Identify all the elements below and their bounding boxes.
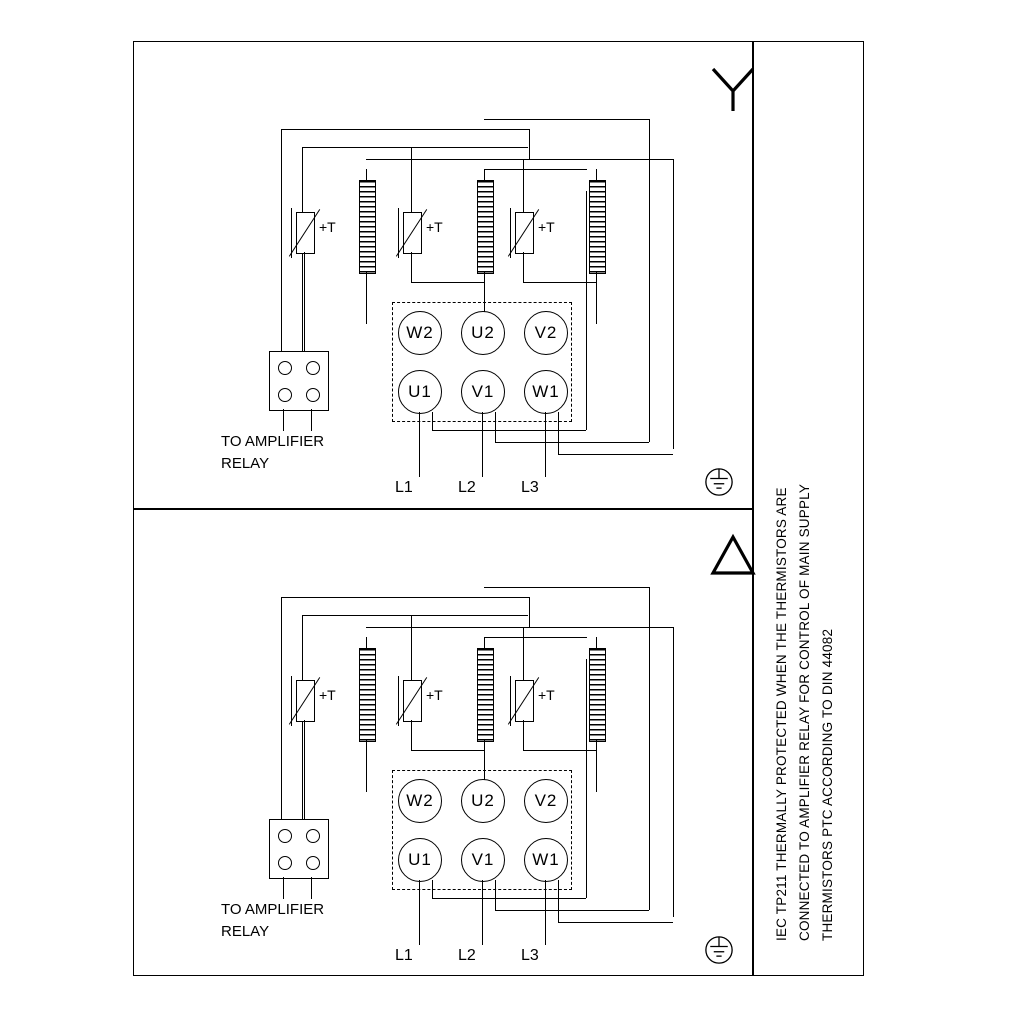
bus-top-1-left-drop [281, 597, 282, 825]
terminal-u1[interactable]: U1 [398, 370, 442, 414]
terminal-v2[interactable]: V2 [524, 311, 568, 355]
earth-ground-icon [698, 461, 740, 503]
coil2-top-lead [484, 169, 485, 181]
thermistor-1-bottom-lead [304, 720, 305, 825]
supply-l3-line [545, 412, 546, 477]
thermistor-2-bottom-lead [411, 720, 412, 750]
bus-top-1-right-drop [529, 129, 530, 159]
winding-coil-1 [359, 648, 376, 742]
link-b-right [649, 119, 650, 442]
supply-label-l3: L3 [521, 479, 539, 496]
link-b-top [484, 119, 650, 120]
note-line-1: IEC TP211 THERMALLY PROTECTED WHEN THE THERMISTORS ARE [774, 487, 789, 941]
link-b-top [484, 587, 650, 588]
bus-top-1 [281, 597, 530, 598]
note-line-2: CONNECTED TO AMPLIFIER RELAY FOR CONTROL OF MAIN SUPPLY [797, 483, 812, 941]
supply-label-l1: L1 [395, 479, 413, 496]
thermistor-1-label: +T [319, 219, 336, 235]
notes-column [752, 41, 864, 976]
connector-dot-2 [306, 361, 320, 375]
winding-coil-3 [589, 180, 606, 274]
terminal-v1[interactable]: V1 [461, 838, 505, 882]
thermistor-3-bottom-lead [523, 720, 524, 750]
bus-top-3-right-drop [673, 159, 674, 449]
link-b-v [495, 880, 496, 910]
terminal-w1[interactable]: W1 [524, 370, 568, 414]
terminal-v1[interactable]: V1 [461, 370, 505, 414]
bus-top-4 [484, 637, 587, 638]
connector-lead-1 [283, 409, 284, 431]
supply-l3-line [545, 880, 546, 945]
coil1-top-lead [366, 637, 367, 649]
coil3-top-lead [596, 169, 597, 181]
note-line-3: THERMISTORS PTC ACCORDING TO DIN 44082 [820, 628, 835, 941]
thermistor-3-label: +T [538, 219, 555, 235]
thermistor-2-bottom-bus [411, 750, 485, 751]
terminal-u2[interactable]: U2 [461, 779, 505, 823]
link-a-right [586, 659, 587, 898]
terminal-w1[interactable]: W1 [524, 838, 568, 882]
link-c-h [558, 454, 673, 455]
link-c-h [558, 922, 673, 923]
connector-dot-2 [306, 829, 320, 843]
winding-coil-3 [589, 648, 606, 742]
thermistor-3-top-lead [523, 159, 524, 212]
link-b-h [495, 910, 649, 911]
bus-top-1 [281, 129, 530, 130]
amplifier-connector-block [269, 819, 329, 879]
supply-l2-line [482, 412, 483, 477]
thermistor-1-label: +T [319, 687, 336, 703]
bus-top-2 [302, 147, 528, 148]
link-a-h [432, 898, 586, 899]
supply-label-l2: L2 [458, 479, 476, 496]
coil1-top-lead [366, 169, 367, 181]
link-b-v [495, 412, 496, 442]
connector-dot-1 [278, 361, 292, 375]
supply-l1-line [419, 412, 420, 477]
connector-dot-3 [278, 388, 292, 402]
bus-top-1-left-drop [281, 129, 282, 357]
bus-top-1-right-drop [529, 597, 530, 627]
connector-lead-2 [311, 877, 312, 899]
supply-label-l2: L2 [458, 947, 476, 964]
thermistor-2-label: +T [426, 219, 443, 235]
amplifier-label-line2: RELAY [221, 455, 270, 472]
star-connection-panel [133, 41, 752, 508]
coil3-bottom-lead [596, 740, 597, 792]
terminal-w2[interactable]: W2 [398, 311, 442, 355]
link-c-v [558, 880, 559, 922]
supply-l2-line [482, 880, 483, 945]
terminal-u2[interactable]: U2 [461, 311, 505, 355]
thermistor-3-top-lead [523, 627, 524, 680]
thermistor-3-bottom-lead [523, 252, 524, 282]
connector-lead-2 [311, 409, 312, 431]
amplifier-connector-block [269, 351, 329, 411]
coil3-bottom-lead [596, 272, 597, 324]
coil2-top-lead [484, 637, 485, 649]
link-b-h [495, 442, 649, 443]
earth-ground-icon [698, 929, 740, 971]
thermistor-3-label: +T [538, 687, 555, 703]
amplifier-label-line1: TO AMPLIFIER [221, 901, 325, 918]
terminal-u1[interactable]: U1 [398, 838, 442, 882]
delta-connection-panel [133, 509, 752, 976]
link-a-right [586, 191, 587, 430]
terminal-v2[interactable]: V2 [524, 779, 568, 823]
thermistor-1-bottom-lead [304, 252, 305, 357]
thermistor-2-bottom-lead [411, 252, 412, 282]
link-b-right [649, 587, 650, 910]
connector-dot-1 [278, 829, 292, 843]
thermistor-2-top-lead [411, 615, 412, 680]
connector-lead-1 [283, 877, 284, 899]
link-c-v [558, 412, 559, 454]
link-a-v [432, 412, 433, 430]
supply-label-l3: L3 [521, 947, 539, 964]
thermistor-2-bottom-bus [411, 282, 485, 283]
coil1-bottom-lead [366, 272, 367, 324]
winding-coil-1 [359, 180, 376, 274]
link-a-h [432, 430, 586, 431]
connector-dot-4 [306, 388, 320, 402]
bus-top-4 [484, 169, 587, 170]
amplifier-label-line1: TO AMPLIFIER [221, 433, 325, 450]
thermistor-2-label: +T [426, 687, 443, 703]
thermistor-2-top-lead [411, 147, 412, 212]
winding-coil-2 [477, 180, 494, 274]
terminal-w2[interactable]: W2 [398, 779, 442, 823]
bus-top-3-right-drop [673, 627, 674, 917]
link-a-v [432, 880, 433, 898]
coil1-bottom-lead [366, 740, 367, 792]
amplifier-label-line2: RELAY [221, 923, 270, 940]
connector-dot-4 [306, 856, 320, 870]
supply-l1-line [419, 880, 420, 945]
supply-label-l1: L1 [395, 947, 413, 964]
winding-coil-2 [477, 648, 494, 742]
connector-dot-3 [278, 856, 292, 870]
bus-top-2 [302, 615, 528, 616]
coil3-top-lead [596, 637, 597, 649]
